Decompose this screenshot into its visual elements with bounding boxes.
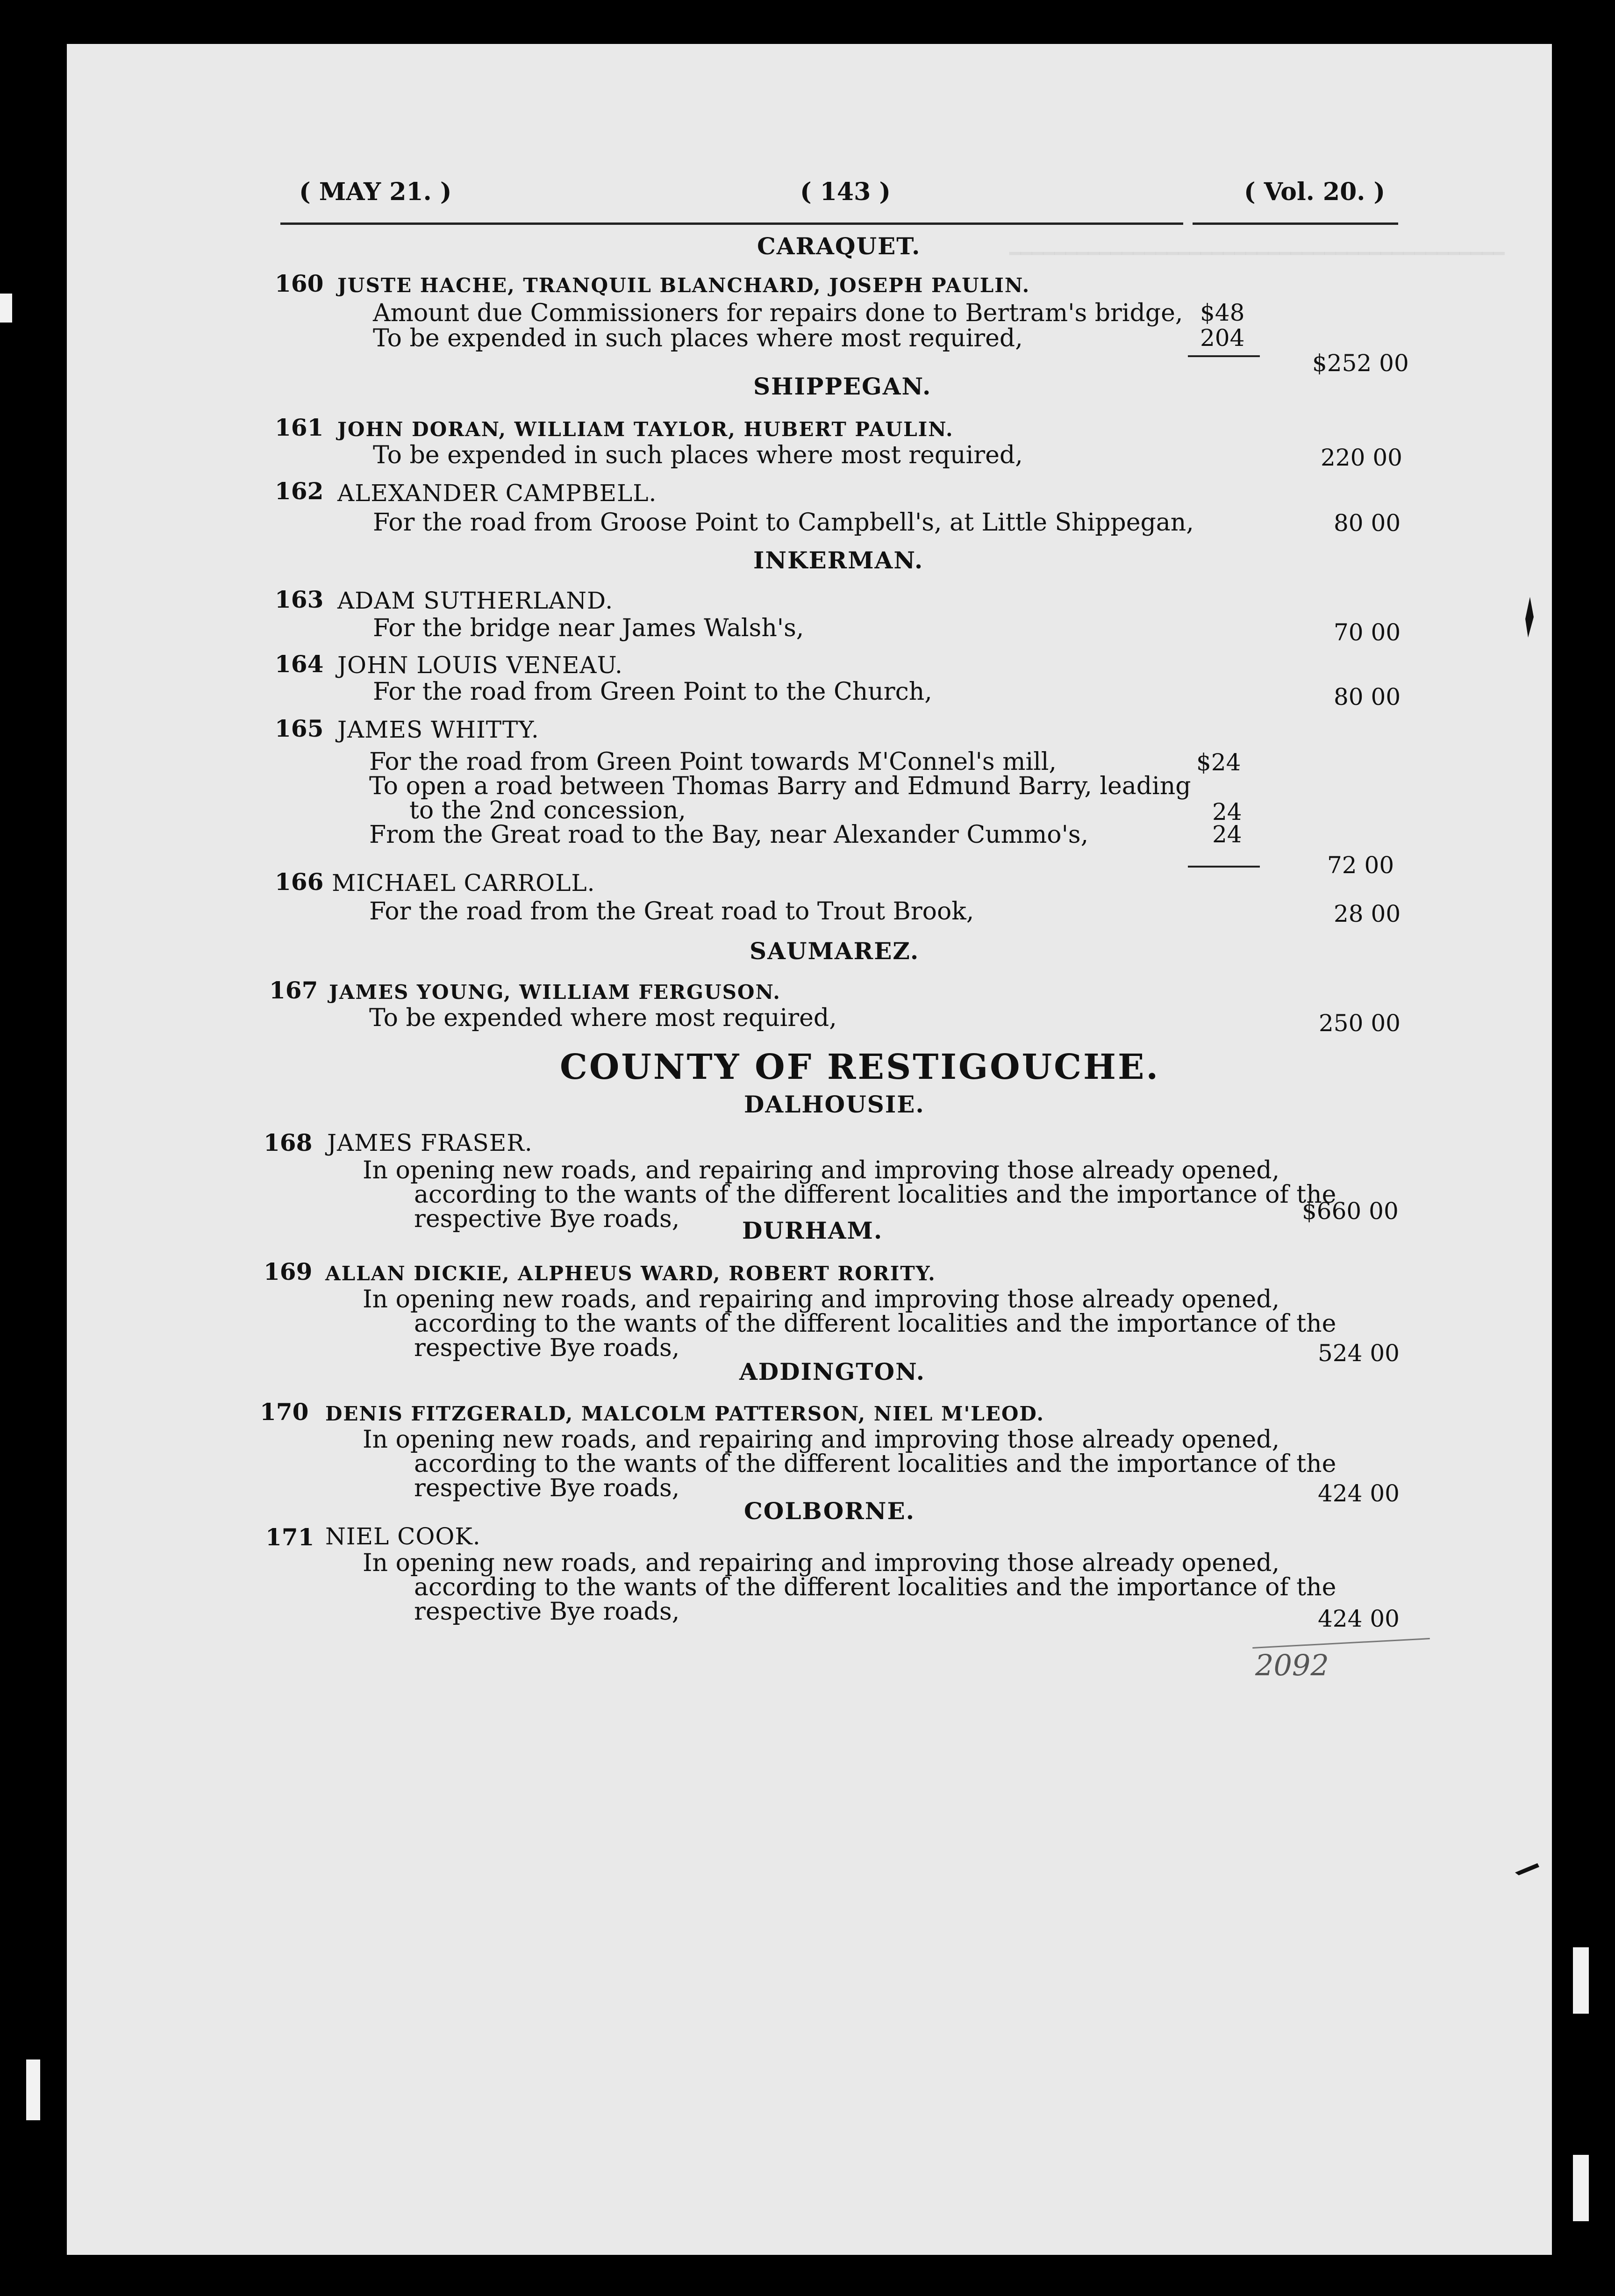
entry-168-line-2: according to the wants of the different localities and the importance of the (414, 1181, 1336, 1209)
entry-160-line-1: Amount due Commissioners for repairs done to Bertram's bridge, (373, 299, 1183, 327)
margin-pencil-mark-icon (1520, 595, 1538, 641)
scan-edge-mark-right-2 (1573, 2155, 1589, 2221)
entry-168-number: 168 (264, 1129, 313, 1156)
entry-171-names: NIEL COOK. (325, 1523, 481, 1550)
entry-165-line-4: From the Great road to the Bay, near Alexander Cummo's, (369, 821, 1089, 849)
entry-162-line-1: For the road from Groose Point to Campbell's, at Little Shippegan, (373, 509, 1194, 537)
entry-166-number: 166 (275, 868, 324, 896)
subtotal-rule-160 (1188, 355, 1260, 357)
entry-169-line-1: In opening new roads, and repairing and improving those already opened, (363, 1285, 1280, 1313)
entry-167-names: JAMES YOUNG, WILLIAM FERGUSON. (329, 981, 781, 1004)
entry-169-line-3: respective Bye roads, (414, 1334, 680, 1362)
entry-165-line-3: to the 2nd concession, (409, 796, 686, 825)
section-saumarez: SAUMAREZ. (750, 937, 920, 965)
entry-165-total: 72 00 (1327, 852, 1394, 879)
entry-170-total: 424 00 (1318, 1480, 1400, 1507)
entry-160-names: JUSTE HACHE, TRANQUIL BLANCHARD, JOSEPH PAULIN. (337, 274, 1030, 297)
entry-165-names: JAMES WHITTY. (337, 716, 539, 743)
entry-160-total: $252 00 (1312, 350, 1409, 377)
entry-165-amount-4: 24 (1212, 821, 1242, 848)
header-rule-left (280, 222, 1183, 225)
entry-165-number: 165 (275, 715, 324, 742)
entry-169-names: ALLAN DICKIE, ALPHEUS WARD, ROBERT RORITY. (325, 1262, 936, 1285)
entry-161-line-1: To be expended in such places where most required, (373, 441, 1023, 469)
entry-160-line-2: To be expended in such places where most required, (373, 324, 1023, 352)
header-date: ( MAY 21. ) (299, 178, 452, 206)
entry-166-names: MICHAEL CARROLL. (332, 869, 595, 897)
entry-163-total: 70 00 (1334, 619, 1401, 646)
entry-170-line-2: according to the wants of the different localities and the importance of the (414, 1450, 1336, 1478)
entry-163-line-1: For the bridge near James Walsh's, (373, 614, 804, 642)
scan-edge-mark-left (0, 294, 12, 323)
entry-170-line-1: In opening new roads, and repairing and improving those already opened, (363, 1426, 1280, 1454)
section-caraquet: CARAQUET. (757, 232, 921, 260)
entry-161-names: JOHN DORAN, WILLIAM TAYLOR, HUBERT PAULIN. (337, 418, 954, 441)
entry-162-names: ALEXANDER CAMPBELL. (337, 480, 657, 507)
entry-168-total: $660 00 (1302, 1198, 1399, 1225)
section-dalhousie: DALHOUSIE. (744, 1091, 925, 1118)
subtotal-rule-165 (1188, 866, 1260, 868)
entry-170-names: DENIS FITZGERALD, MALCOLM PATTERSON, NIEL M'LEOD. (325, 1402, 1044, 1425)
entry-162-number: 162 (275, 477, 324, 505)
entry-163-names: ADAM SUTHERLAND. (337, 587, 614, 614)
section-inkerman: INKERMAN. (753, 546, 924, 574)
header-volume: ( Vol. 20. ) (1244, 178, 1386, 206)
entry-168-names: JAMES FRASER. (327, 1129, 533, 1156)
entry-164-names: JOHN LOUIS VENEAU. (337, 652, 623, 679)
bleed-through-texture: ━━━━━━━━━━━━━━━━━━━━━━━━━━━━━━━━━━━━━━━━━━━━ (1009, 243, 1505, 265)
entry-165-amount-1: $24 (1196, 749, 1241, 776)
entry-170-line-3: respective Bye roads, (414, 1474, 680, 1502)
section-addington: ADDINGTON. (739, 1358, 925, 1385)
entry-161-number: 161 (275, 414, 324, 441)
entry-169-number: 169 (264, 1258, 313, 1285)
entry-166-total: 28 00 (1334, 900, 1401, 927)
entry-167-line-1: To be expended where most required, (369, 1004, 837, 1032)
entry-163-number: 163 (275, 586, 324, 613)
entry-171-number: 171 (265, 1523, 314, 1551)
entry-166-line-1: For the road from the Great road to Trout Brook, (369, 897, 974, 926)
entry-165-amount-3: 24 (1212, 798, 1242, 825)
scan-edge-mark-left-2 (26, 2059, 40, 2120)
entry-168-line-1: In opening new roads, and repairing and improving those already opened, (363, 1156, 1280, 1184)
entry-169-line-2: according to the wants of the different localities and the importance of the (414, 1310, 1336, 1338)
entry-167-number: 167 (269, 976, 318, 1004)
county-heading: COUNTY OF RESTIGOUCHE. (560, 1047, 1160, 1087)
entry-168-line-3: respective Bye roads, (414, 1205, 680, 1233)
entry-171-total: 424 00 (1318, 1605, 1400, 1632)
handwritten-sum: 2092 (1255, 1648, 1329, 1682)
margin-tick-mark-icon (1514, 1858, 1542, 1877)
entry-162-total: 80 00 (1334, 509, 1401, 537)
entry-160-amount-2: 204 (1200, 324, 1245, 352)
entry-164-line-1: For the road from Green Point to the Church, (373, 678, 932, 706)
section-durham: DURHAM. (742, 1217, 883, 1244)
header-rule-right (1193, 222, 1398, 225)
entry-160-amount-1: $48 (1200, 299, 1245, 326)
scan-edge-mark-right-1 (1573, 1947, 1589, 2014)
entry-171-line-2: according to the wants of the different localities and the importance of the (414, 1573, 1336, 1601)
entry-170-number: 170 (260, 1398, 309, 1426)
entry-164-number: 164 (275, 650, 324, 678)
section-colborne: COLBORNE. (744, 1497, 915, 1525)
section-shippegan: SHIPPEGAN. (753, 373, 932, 400)
entry-171-line-3: respective Bye roads, (414, 1598, 680, 1626)
entry-171-line-1: In opening new roads, and repairing and improving those already opened, (363, 1549, 1280, 1577)
entry-169-total: 524 00 (1318, 1340, 1400, 1367)
entry-161-total: 220 00 (1321, 444, 1402, 471)
entry-165-line-2: To open a road between Thomas Barry and Edmund Barry, leading (369, 772, 1191, 800)
entry-165-line-1: For the road from Green Point towards M'Connel's mill, (369, 748, 1057, 776)
entry-164-total: 80 00 (1334, 683, 1401, 710)
entry-167-total: 250 00 (1319, 1010, 1401, 1037)
header-page-number: ( 143 ) (800, 178, 891, 206)
entry-160-number: 160 (275, 270, 324, 297)
